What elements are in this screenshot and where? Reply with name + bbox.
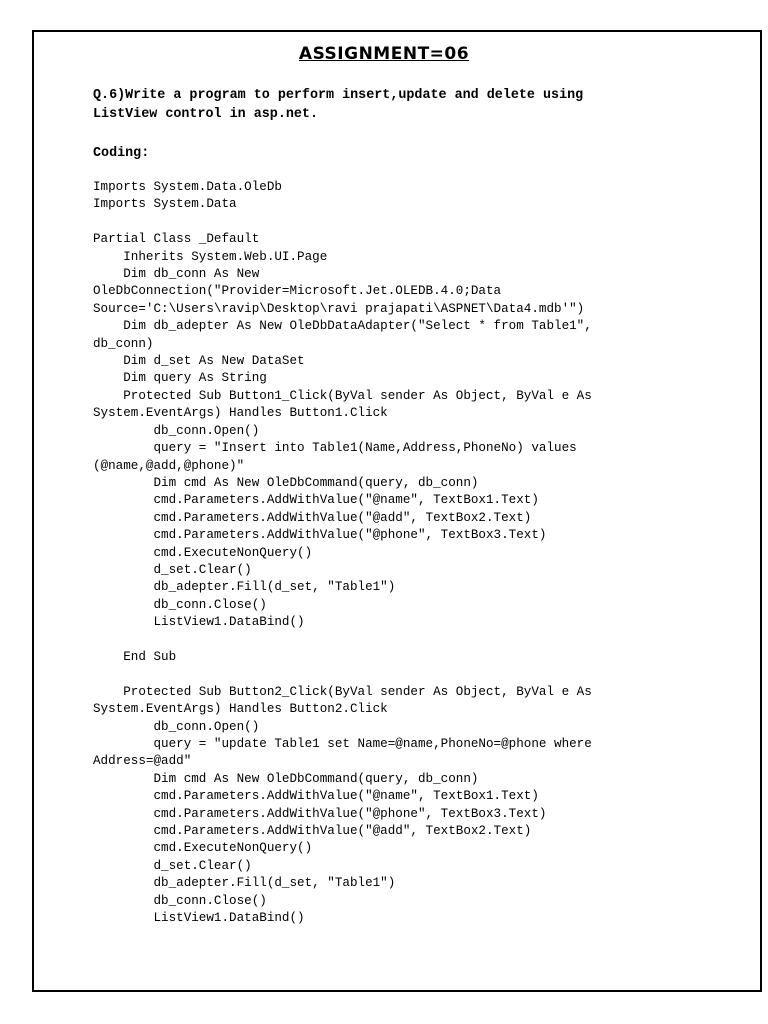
- code-line: Imports System.Data: [93, 197, 237, 212]
- code-line: db_conn.Open(): [93, 423, 260, 438]
- code-line: db_conn): [93, 336, 154, 351]
- code-line: [93, 666, 753, 683]
- code-line: db_conn.Open(): [93, 719, 260, 734]
- code-line: db_adepter.Fill(d_set, "Table1"): [93, 580, 396, 595]
- code-line: Dim cmd As New OleDbCommand(query, db_conn): [93, 771, 479, 786]
- code-line: query = "Insert into Table1(Name,Address,PhoneNo) values: [93, 441, 577, 456]
- code-line: [93, 632, 753, 649]
- code-line: db_conn.Close(): [93, 893, 267, 908]
- code-line: End Sub: [93, 649, 177, 664]
- code-line: (@name,@add,@phone)": [93, 458, 245, 473]
- code-line: cmd.Parameters.AddWithValue("@add", TextBox2.Text): [93, 510, 532, 525]
- code-line: Dim query As String: [93, 371, 267, 386]
- code-line: Protected Sub Button1_Click(ByVal sender As Object, ByVal e As: [93, 388, 592, 403]
- question-line: ListView control in asp.net.: [93, 107, 318, 122]
- code-line: cmd.Parameters.AddWithValue("@phone", TextBox3.Text): [93, 528, 547, 543]
- code-line: ListView1.DataBind(): [93, 615, 305, 630]
- code-line: cmd.ExecuteNonQuery(): [93, 841, 313, 856]
- code-line: cmd.Parameters.AddWithValue("@name", TextBox1.Text): [93, 789, 539, 804]
- code-line: [93, 214, 753, 231]
- code-line: ListView1.DataBind(): [93, 911, 305, 926]
- code-line: Partial Class _Default: [93, 232, 260, 247]
- code-line: System.EventArgs) Handles Button2.Click: [93, 702, 388, 717]
- code-line: cmd.Parameters.AddWithValue("@name", TextBox1.Text): [93, 493, 539, 508]
- code-line: d_set.Clear(): [93, 562, 252, 577]
- code-line: OleDbConnection("Provider=Microsoft.Jet.OLEDB.4.0;Data: [93, 284, 502, 299]
- code-line: Dim db_conn As New: [93, 267, 260, 282]
- code-line: cmd.Parameters.AddWithValue("@phone", TextBox3.Text): [93, 806, 547, 821]
- code-line: Inherits System.Web.UI.Page: [93, 249, 328, 264]
- coding-label: Coding:: [93, 146, 150, 161]
- code-line: db_adepter.Fill(d_set, "Table1"): [93, 876, 396, 891]
- code-line: Imports System.Data.OleDb: [93, 180, 282, 194]
- code-line: System.EventArgs) Handles Button1.Click: [93, 406, 388, 421]
- code-line: Protected Sub Button2_Click(ByVal sender As Object, ByVal e As: [93, 684, 592, 699]
- code-line: Source='C:\Users\ravip\Desktop\ravi prajapati\ASPNET\Data4.mdb'"): [93, 301, 585, 316]
- code-line: Dim d_set As New DataSet: [93, 354, 305, 369]
- code-line: Dim cmd As New OleDbCommand(query, db_conn): [93, 475, 479, 490]
- code-line: cmd.ExecuteNonQuery(): [93, 545, 313, 560]
- code-line: Dim db_adepter As New OleDbDataAdapter("Select * from Table1",: [93, 319, 592, 334]
- question-line: Q.6)Write a program to perform insert,update and delete using: [93, 88, 584, 103]
- code-line: query = "update Table1 set Name=@name,PhoneNo=@phone where: [93, 737, 592, 751]
- page-title: ASSIGNMENT=06: [298, 44, 470, 64]
- code-line: db_conn.Close(): [93, 597, 267, 612]
- code-block: [93, 179, 753, 927]
- question-text: [93, 86, 693, 124]
- code-line: Address=@add": [93, 754, 192, 769]
- code-line: d_set.Clear(): [93, 858, 252, 873]
- code-line: cmd.Parameters.AddWithValue("@add", TextBox2.Text): [93, 824, 532, 839]
